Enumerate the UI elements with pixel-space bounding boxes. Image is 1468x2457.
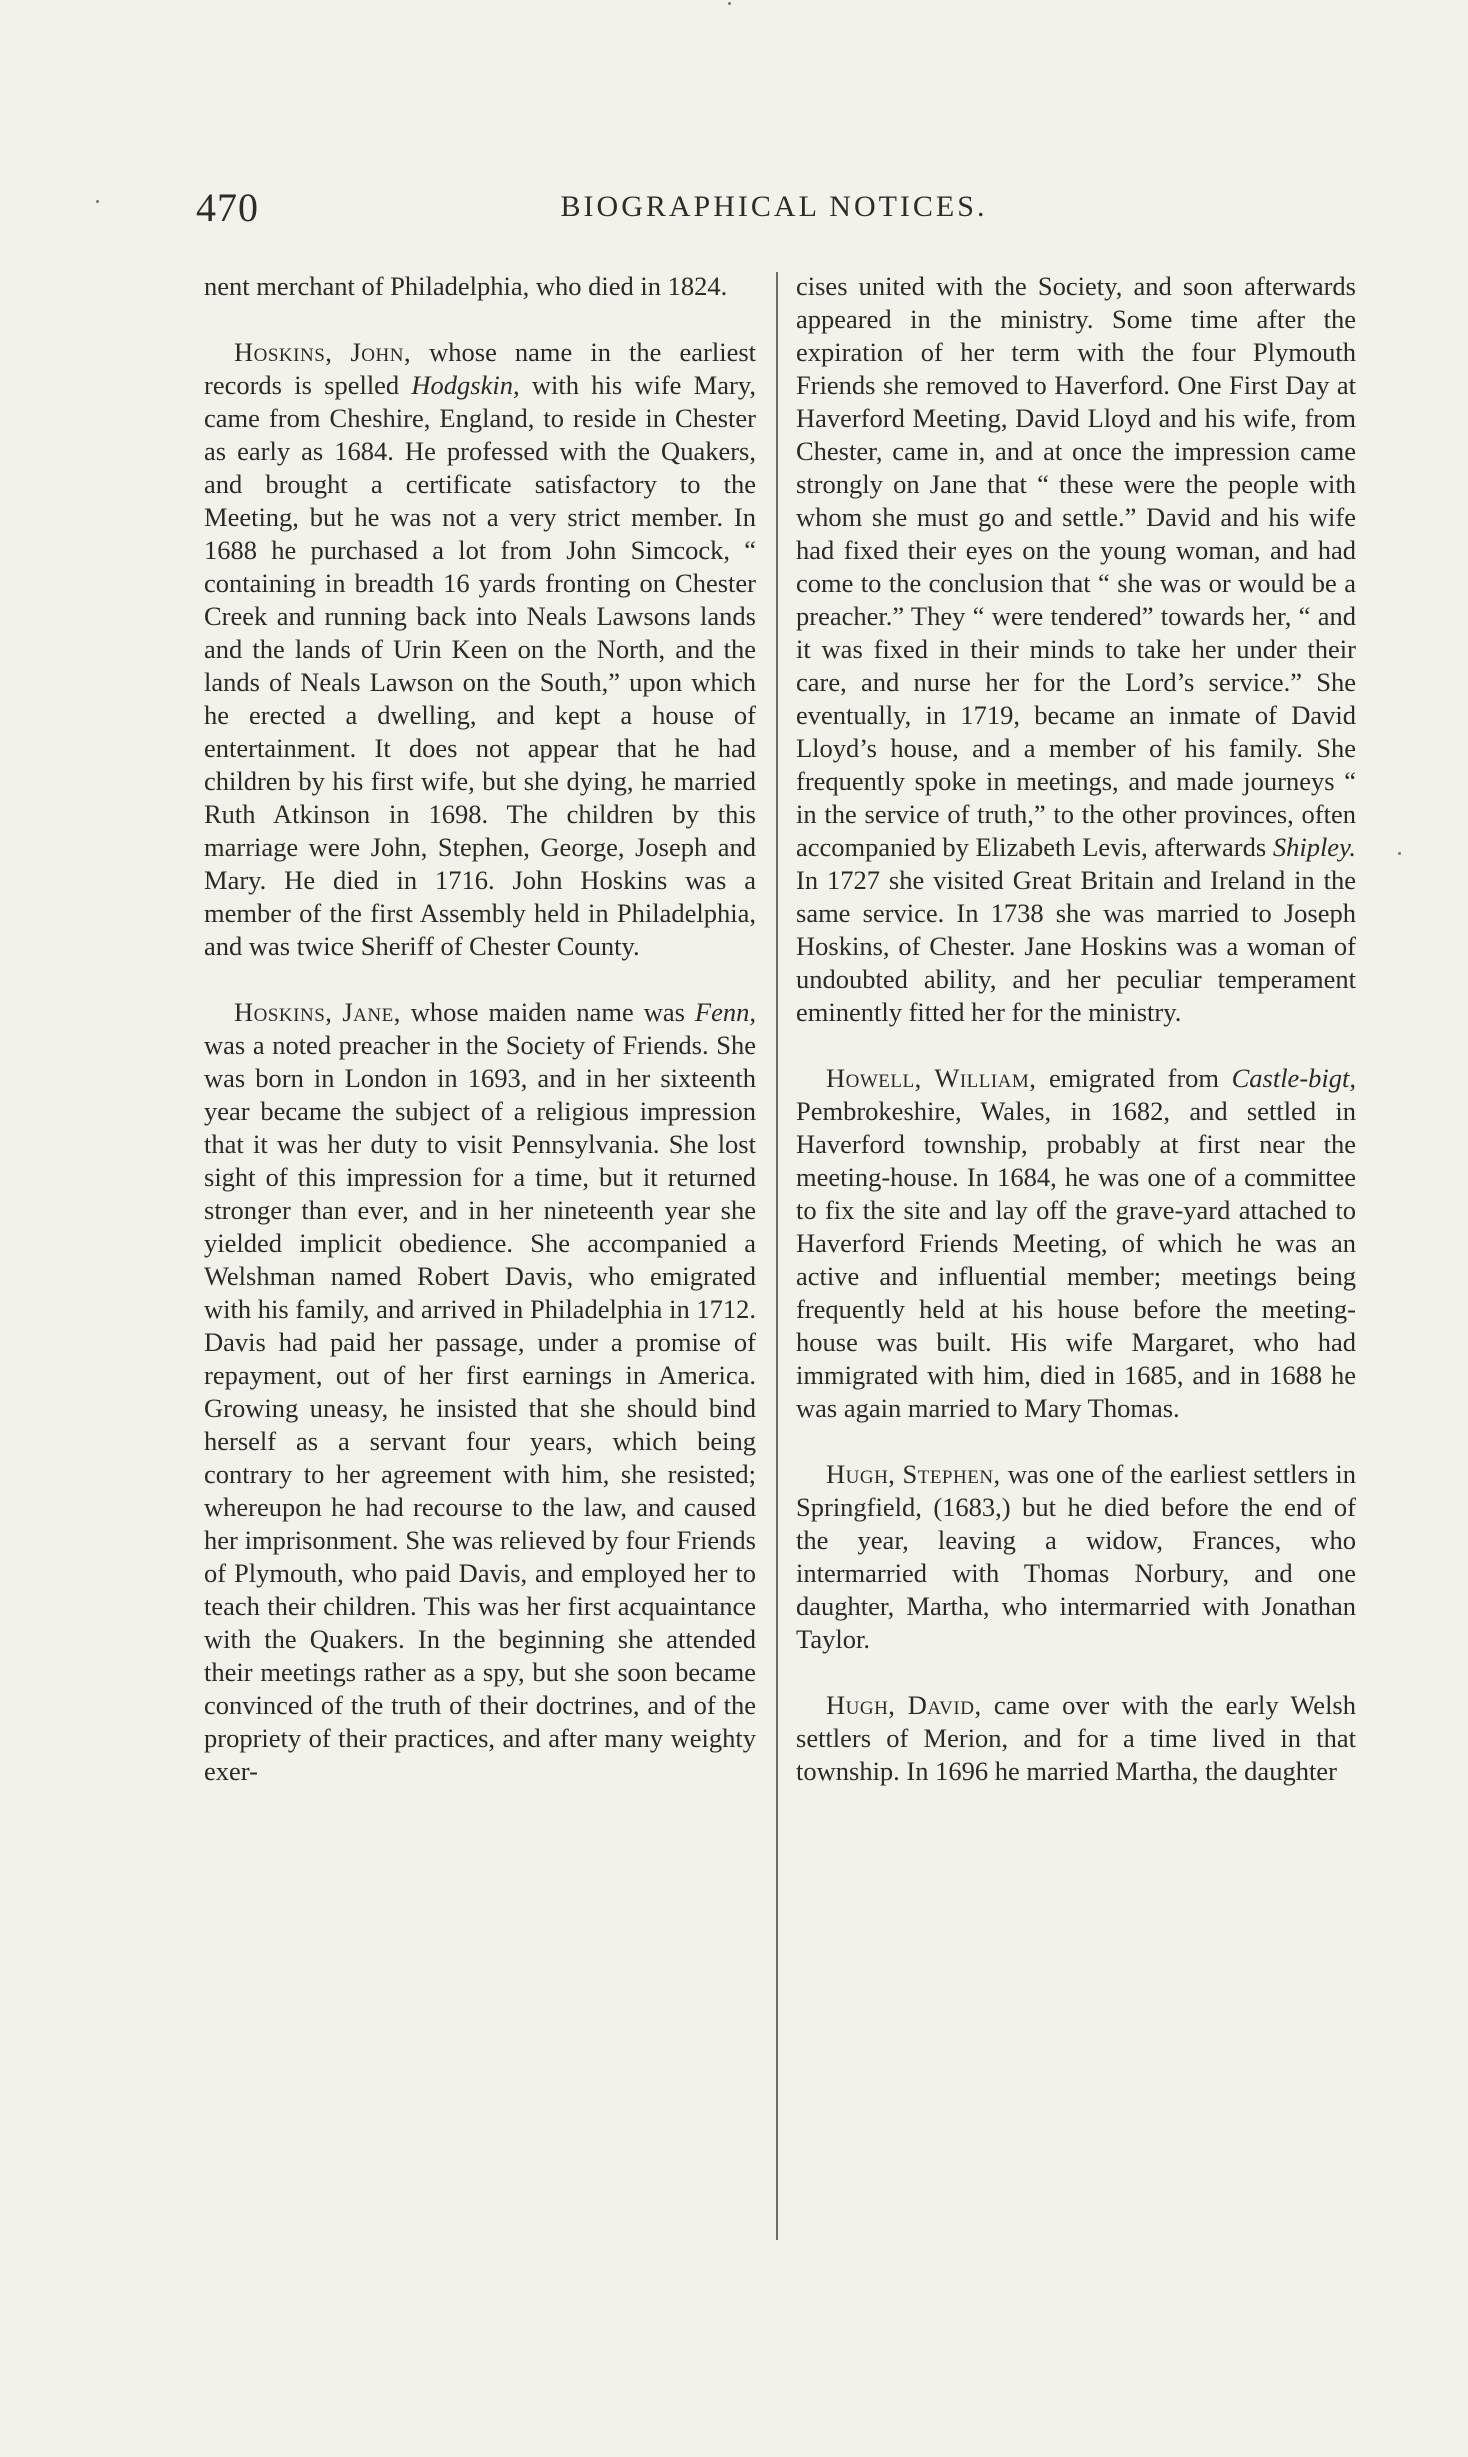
entry-italic-place: Castle-bigt, — [1231, 1063, 1356, 1093]
print-speck — [1398, 852, 1401, 855]
entry-text: Pembrokeshire, Wales, in 1682, and settled in Haverford township, probably at first near the meeting-house. In 1684, he was one of a committee to fix the site and lay off the grave-yard attached to Haverford Friends Meeting, of which he was an active and influential member; meetings being frequently held at his house before the meeting-house was built. His wife Margaret, who had immigrated with him, died in 1685, and in 1688 he was again married to Mary Thomas. — [796, 1096, 1356, 1423]
column-divider — [776, 272, 778, 2240]
continuation-paragraph: nent merchant of Philadelphia, who died in 1824. — [204, 271, 728, 301]
entry-surname: Hoskins, — [234, 337, 333, 367]
entry-text: whose name in the earliest records is spelled — [204, 337, 757, 400]
entry-surname: Hugh, — [826, 1690, 896, 1720]
running-title: BIOGRAPHICAL NOTICES. — [560, 190, 988, 223]
entry-surname: Hugh, — [826, 1459, 896, 1489]
entry-text: cises united with the Society, and soon afterwards appeared in the ministry. Some time after the expiration of her term with the four Plymouth Friends she removed to Haverford. One First Day at Haverford Meeting, David Lloyd and his wife, from Chester, came in, and at once the impression came strongly on Jane that “ these were the people with whom she must go and settle.” David and his wife had fixed their eyes on the young woman, and had come to the conclusion that “ she was or would be a preacher.” They “ were tendered” towards her, “ and it was fixed in their minds to take her under their care, and nurse her for the Lord’s service.” She eventually, in 1719, became an inmate of David Lloyd’s house, and a member of his family. She frequently spoke in meetings, and made journeys “ in the service of truth,” to the other provinces, often accompanied by Elizabeth Levis, afterwards — [796, 271, 1356, 862]
entry-given-name: William, — [934, 1063, 1037, 1093]
print-speck — [96, 200, 99, 203]
entry-given-name: David, — [907, 1690, 982, 1720]
page-header — [196, 184, 1352, 234]
entry-text: was a noted preacher in the Society of Friends. She was born in London in 1693, and in her sixteenth year became the subject of a religious impression that it was her duty to visit Pennsylvania. She lost sight of this impression for a time, but it returned stronger than ever, and in her nineteenth year she yielded implicit obedience. She accompanied a Welshman named Robert Davis, who emigrated with his family, and arrived in Philadelphia in 1712. Davis had paid her passage, under a promise of repayment, out of her first earnings in America. Growing uneasy, he insisted that she should bind herself as a servant four years, which being contrary to her agreement with him, she resisted; whereupon he had recourse to the law, and caused her imprisonment. She was relieved by four Friends of Plymouth, who paid Davis, and employed her to teach their children. This was her first acquaintance with the Quakers. In the beginning she attended their meetings rather as a spy, but she soon became convinced of the truth of their doctrines, and of the propriety of their practices, and after many weighty exer- — [204, 1030, 756, 1786]
entry-given-name: Stephen, — [902, 1459, 1001, 1489]
entry-hoskins-jane — [204, 996, 756, 1788]
entry-hoskins-jane-continued — [796, 270, 1356, 1029]
entry-hugh-david — [796, 1689, 1356, 1788]
entry-surname: Howell, — [826, 1063, 922, 1093]
entry-text: emigrated from — [1036, 1063, 1232, 1093]
entry-text: whose maiden name was — [400, 997, 695, 1027]
entry-howell-william — [796, 1062, 1356, 1425]
entry-surname: Hoskins, — [234, 997, 333, 1027]
print-speck — [728, 2, 731, 5]
entry-italic-spelling: Hodgskin, — [411, 370, 520, 400]
entry-hugh-stephen — [796, 1458, 1356, 1656]
right-column — [796, 270, 1356, 1788]
entry-text: In 1727 she visited Great Britain and Ireland in the same service. In 1738 she was married to Joseph Hoskins, of Chester. Jane Hoskins was a woman of undoubted ability, and her peculiar temperament eminently fitted her for the ministry. — [796, 865, 1356, 1027]
entry-given-name: Jane, — [342, 997, 401, 1027]
entry-text: with his wife Mary, came from Cheshire, England, to reside in Chester as early as 1684. He professed with the Quakers, and brought a certificate satisfactory to the Meeting, but he was not a very strict member. In 1688 he purchased a lot from John Simcock, “ containing in breadth 16 yards fronting on Chester Creek and running back into Neals Lawsons lands and the lands of Urin Keen on the North, and the lands of Neals Lawson on the South,” upon which he erected a dwelling, and kept a house of entertainment. It does not appear that he had children by his first wife, but she dying, he married Ruth Atkinson in 1698. The children by this marriage were John, Stephen, George, Joseph and Mary. He died in 1716. John Hoskins was a member of the first Assembly held in Philadelphia, and was twice Sheriff of Chester County. — [204, 370, 756, 961]
entry-italic-maiden-name: Fenn, — [694, 997, 756, 1027]
entry-text: came over with the early Welsh settlers of Merion, and for a time lived in that township. In 1696 he married Martha, the daughter — [796, 1690, 1356, 1786]
entry-text: was one of the earliest settlers in Springfield, (1683,) but he died before the end of the year, leaving a widow, Frances, who intermarried with Thomas Norbury, and one daughter, Martha, who intermarried with Jonathan Taylor. — [796, 1459, 1356, 1654]
left-column — [204, 270, 756, 1788]
entry-hoskins-john — [204, 336, 756, 963]
entry-given-name: John, — [350, 337, 412, 367]
page-number: 470 — [196, 185, 259, 230]
entry-italic-name: Shipley. — [1272, 832, 1356, 862]
